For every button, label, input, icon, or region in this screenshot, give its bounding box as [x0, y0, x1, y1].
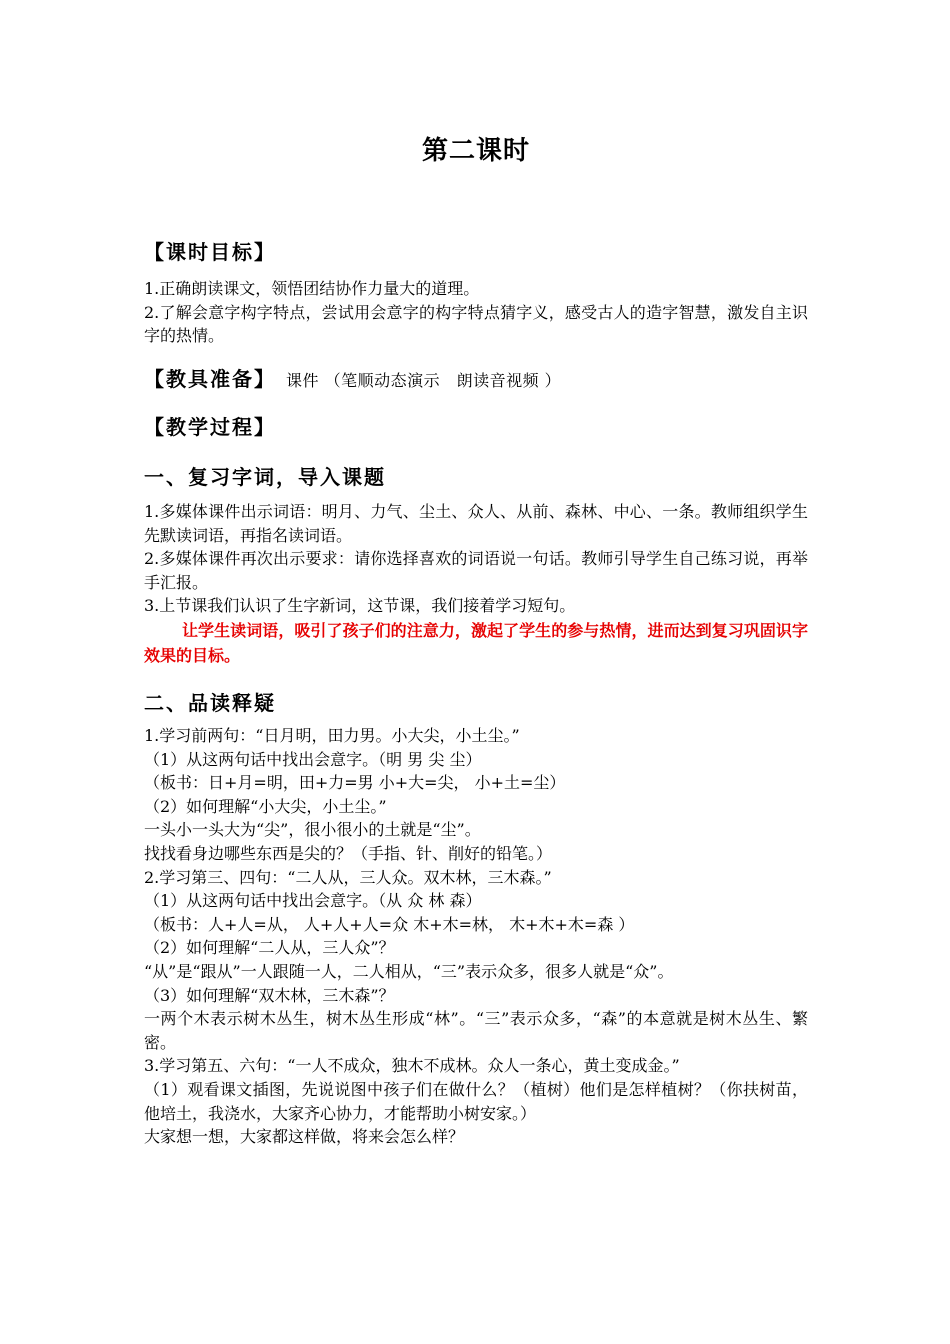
objective-item: 1.正确朗读课文，领悟团结协作力量大的道理。: [144, 279, 480, 298]
process-heading: [144, 411, 276, 440]
section2-line: 3.学习第五、六句：“一人不成众，独木不成林。众人一条心，黄土变成金。”: [144, 1056, 680, 1076]
section1-heading: [144, 461, 386, 490]
section1-item: 1.多媒体课件出示词语：明月、力气、尘土、众人、从前、森林、中心、一条。教师组织学生先默读词语，再指名读词语。: [144, 502, 808, 545]
tools-heading: [144, 363, 561, 392]
tools-note: 课件 （笔顺动态演示 朗读音视频 ）: [286, 371, 562, 390]
section2-line: 一头小一头大为“尖”，很小很小的土就是“尘”。: [144, 820, 481, 840]
section2-line: （板书：人+人=从， 人+人+人=众 木+木=林， 木+木+木=森 ）: [144, 914, 635, 934]
section2-line: 一两个木表示树木丛生，树木丛生形成“林”。“三”表示众多，“森”的本意就是树木丛生、繁密。: [144, 1009, 808, 1052]
section2-line: （1）从这两句话中找出会意字。（从 众 林 森）: [144, 891, 482, 911]
section2-line: 2.学习第三、四句：“二人从，三人众。双木林，三木森。”: [144, 867, 552, 887]
section2-body: [144, 724, 808, 1149]
section2-line: （2）如何理解“二人从，三人众”？: [144, 938, 395, 958]
tools-heading-text: 【教具准备】: [144, 367, 276, 391]
section2-line: （3）如何理解“双木林，三木森”？: [144, 985, 395, 1005]
section1-item: 3.上节课我们认识了生字新词，这节课，我们接着学习短句。: [144, 596, 576, 616]
page-title: 第二课时: [421, 136, 530, 166]
section1-heading-text: 一、复习字词，导入课题: [144, 465, 386, 489]
section2-line: 找找看身边哪些东西是尖的？（手指、针、削好的铅笔。）: [144, 843, 553, 863]
objectives-heading-text: 【课时目标】: [144, 240, 276, 264]
section1-body: [144, 500, 808, 668]
section2-line: 大家想一想，大家都这样做，将来会怎么样？: [144, 1127, 465, 1147]
section2-line: （2）如何理解“小大尖，小土尘。”: [144, 796, 387, 816]
objective-item: 2.了解会意字构字特点，尝试用会意字的构字特点猜字义，感受古人的造字智慧，激发自主识字的热情。: [144, 302, 808, 346]
process-heading-text: 【教学过程】: [144, 415, 276, 439]
section1-item: 2.多媒体课件再次出示要求：请你选择喜欢的词语说一句话。教师引导学生自己练习说，再举手汇报。: [144, 549, 808, 592]
section2-line: （板书：日+月=明，田+力=男 小+大=尖， 小+土=尘）: [144, 773, 566, 793]
section2-line: （1）观看课文插图，先说说图中孩子们在做什么？（植树）他们是怎样植树？（你扶树苗，他培土，我浇水，大家齐心协力，才能帮助小树安家。）: [144, 1079, 808, 1123]
section2-line: “从”是“跟从”一人跟随一人，二人相从，“三”表示众多，很多人就是“众”。: [144, 961, 674, 981]
section2-heading-text: 二、品读释疑: [144, 691, 276, 715]
objectives-heading: [144, 236, 276, 265]
section2-heading: [144, 687, 276, 716]
objectives-list: [144, 277, 808, 348]
design-comment: 让学生读词语，吸引了孩子们的注意力，激起了学生的参与热情，进而达到复习巩固识字效果的目标。: [144, 620, 808, 665]
section2-line: 1.学习前两句：“日月明，田力男。小大尖，小土尘。”: [144, 726, 520, 745]
section2-line: （1）从这两句话中找出会意字。（明 男 尖 尘）: [144, 749, 482, 769]
